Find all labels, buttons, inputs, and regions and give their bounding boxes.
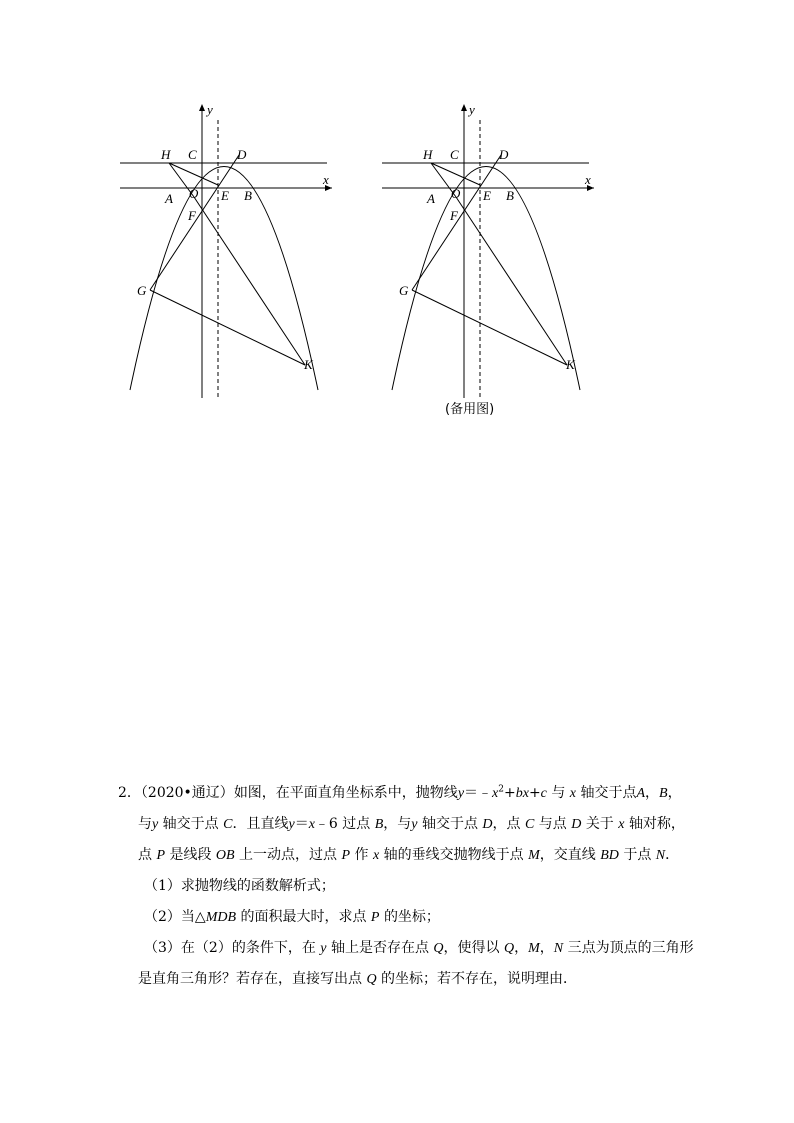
text: 的面积最大时，求点 bbox=[240, 909, 367, 925]
segment-gk bbox=[150, 290, 305, 365]
label-a: A bbox=[427, 191, 435, 206]
problem-source: （2020•通辽） bbox=[140, 785, 234, 801]
problem-number: 2． bbox=[118, 785, 141, 801]
question-3-cont: 是直角三角形？若存在，直接写出点 Q 的坐标；若不存在，说明理由． bbox=[138, 971, 578, 987]
label-c: C bbox=[450, 147, 459, 162]
text: 轴上是否存在点 bbox=[330, 940, 429, 956]
parabola-equation: y bbox=[457, 786, 465, 801]
label-h: H bbox=[161, 147, 171, 162]
question-2: （2）当△MDB 的面积最大时，求点 P 的坐标； bbox=[144, 909, 440, 925]
figure-1-graph bbox=[100, 95, 350, 400]
text: 如图，在平面直角坐标系中，抛物线 bbox=[233, 785, 458, 801]
label-y: y bbox=[207, 102, 213, 117]
label-b: B bbox=[506, 188, 514, 203]
segment-ak bbox=[456, 197, 567, 365]
figure-1 bbox=[100, 95, 350, 400]
problem-line-1: 2．（2020•通辽）如图，在平面直角坐标系中，抛物线$y=﹣x^2+bx+c$ 与 x 轴交于点A，B， bbox=[118, 784, 682, 801]
label-x: x bbox=[585, 172, 591, 187]
text: （2）当△ bbox=[144, 909, 206, 925]
text: 轴交于点 bbox=[162, 816, 219, 832]
text: 是线段 bbox=[169, 847, 212, 863]
text: ，与 bbox=[383, 816, 412, 832]
label-f: F bbox=[450, 208, 458, 223]
text: 三点为顶点的三角形 bbox=[567, 940, 694, 956]
text: 轴的垂线交抛物线于点 bbox=[383, 847, 524, 863]
text: ，使得以 bbox=[443, 940, 500, 956]
label-c: C bbox=[188, 147, 197, 162]
text: 与 bbox=[138, 816, 152, 832]
text: 于点 bbox=[623, 847, 652, 863]
text: （3）在（2）的条件下，在 bbox=[144, 940, 316, 956]
label-b: B bbox=[244, 188, 252, 203]
question-1: （1）求抛物线的函数解析式； bbox=[144, 878, 335, 894]
text: ， bbox=[645, 785, 660, 801]
text: 轴交于点 bbox=[580, 785, 637, 801]
label-o: O bbox=[189, 186, 199, 201]
figure-2-caption: (备用图) bbox=[445, 402, 495, 417]
label-h: H bbox=[423, 147, 433, 162]
text: 作 bbox=[354, 847, 369, 863]
text: 是直角三角形？若存在，直接写出点 bbox=[138, 971, 362, 987]
segment-he bbox=[431, 163, 480, 185]
label-x: x bbox=[323, 172, 329, 187]
line-equation: y bbox=[288, 817, 295, 832]
problem-line-2: 与y 轴交于点 C．且直线y＝x﹣6 过点 B，与y 轴交于点 D，点 C 与点 D 关于 x 轴对称， bbox=[138, 816, 685, 832]
label-y: y bbox=[469, 102, 475, 117]
label-k: K bbox=[566, 357, 575, 372]
figure-2 bbox=[362, 95, 612, 400]
y-axis-arrow bbox=[199, 104, 205, 111]
text: ． bbox=[665, 847, 680, 863]
text: 轴对称， bbox=[628, 816, 685, 832]
segment-he bbox=[169, 163, 218, 185]
label-o: O bbox=[451, 186, 461, 201]
text: 与 bbox=[551, 785, 566, 801]
text: ，点 bbox=[492, 816, 521, 832]
text: 关于 bbox=[585, 816, 614, 832]
text: ， bbox=[667, 785, 682, 801]
problem-line-3: 点 P 是线段 OB 上一动点，过点 P 作 x 轴的垂线交抛物线于点 M，交直线 BD 于点 N． bbox=[138, 847, 680, 863]
problem-2 bbox=[118, 778, 698, 995]
figure-2-graph bbox=[362, 95, 612, 400]
segment-ak bbox=[194, 197, 305, 365]
segment-gk bbox=[412, 290, 567, 365]
label-e: E bbox=[483, 188, 491, 203]
text: 过点 bbox=[342, 816, 371, 832]
text: 的坐标；若不存在，说明理由． bbox=[381, 971, 578, 987]
question-3: （3）在（2）的条件下，在 y 轴上是否存在点 Q，使得以 Q，M，N 三点为顶点的三角形 bbox=[144, 940, 694, 956]
text: ．且直线 bbox=[232, 816, 289, 832]
text: 的坐标； bbox=[383, 909, 440, 925]
text: 上一动点，过点 bbox=[239, 847, 338, 863]
label-g: G bbox=[137, 283, 147, 298]
text: ，交直线 bbox=[539, 847, 596, 863]
label-d: D bbox=[237, 147, 247, 162]
text: 点 bbox=[138, 847, 152, 863]
label-d: D bbox=[499, 147, 509, 162]
label-e: E bbox=[221, 188, 229, 203]
label-g: G bbox=[399, 283, 409, 298]
label-a: A bbox=[165, 191, 173, 206]
label-k: K bbox=[304, 357, 313, 372]
text: 与点 bbox=[538, 816, 567, 832]
label-f: F bbox=[188, 208, 196, 223]
y-axis-arrow bbox=[461, 104, 467, 111]
text: 轴交于点 bbox=[421, 816, 478, 832]
